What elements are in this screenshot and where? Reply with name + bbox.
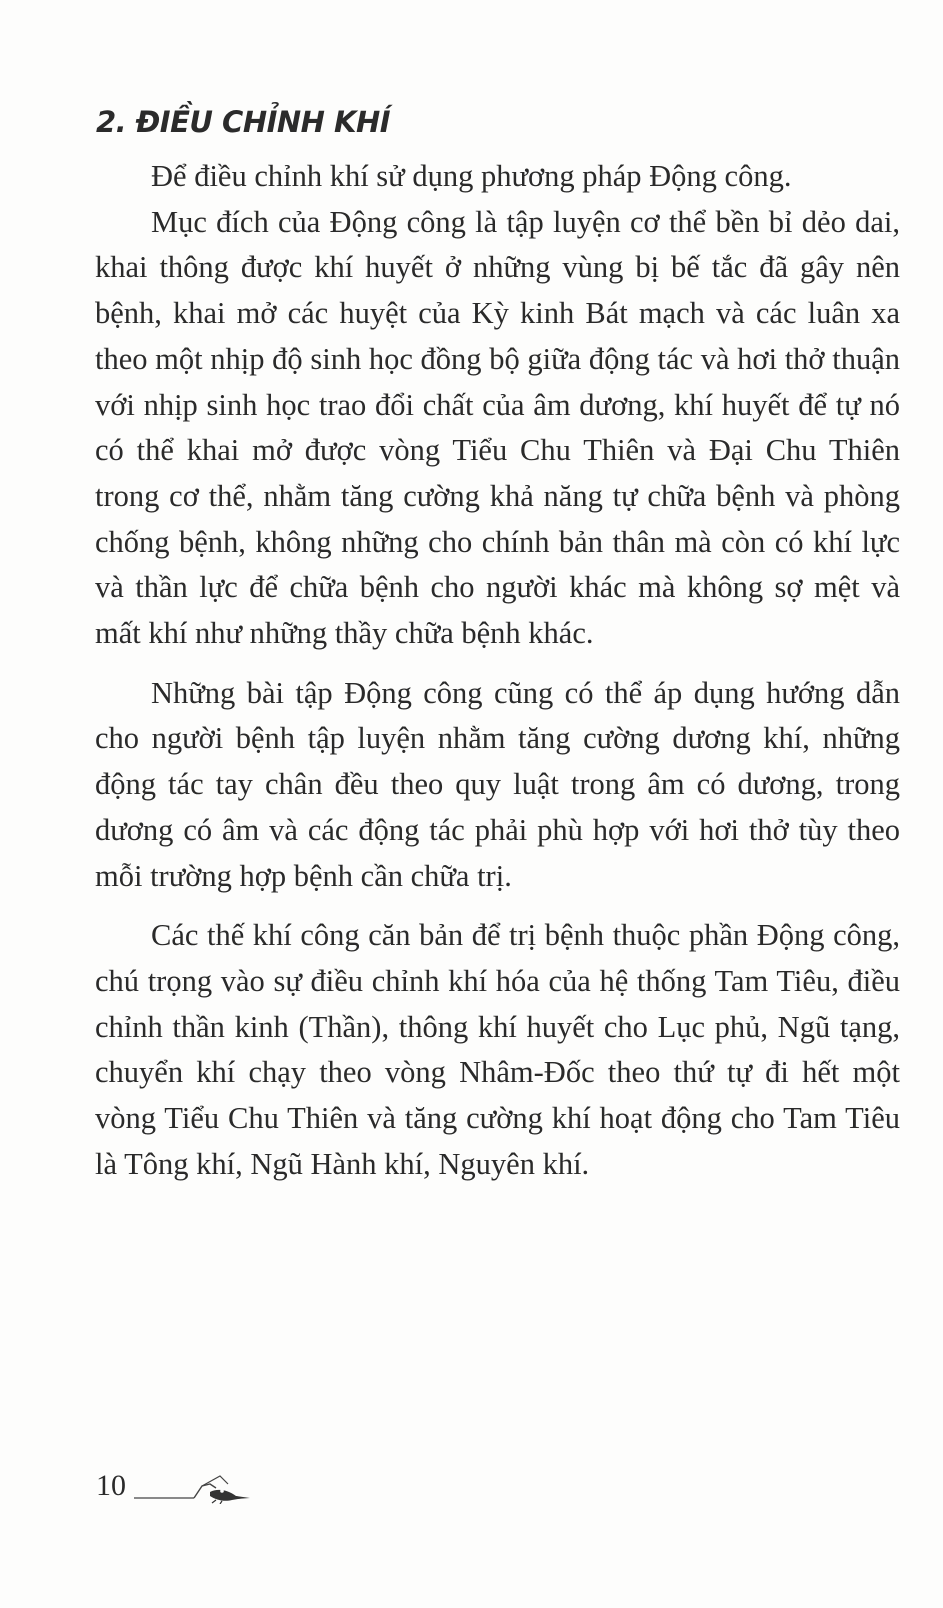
section-heading: 2. ĐIỀU CHỈNH KHÍ bbox=[96, 105, 391, 139]
paragraph-purpose: Mục đích của Động công là tập luyện cơ thể bền bỉ dẻo dai, khai thông được khí huyết ở những vùng bị bế tắc đã gây nên bệnh, khai mở các huyệt của Kỳ kinh Bát mạch và các luân xa theo một nhịp độ sinh học đồng bộ giữa động tác và hơi thở thuận với nhịp sinh học trao đổi chất của âm dương, khí huyết để tự nó có thể khai mở được vòng Tiểu Chu Thiên và Đại Chu Thiên trong cơ thể, nhằm tăng cường khả năng tự chữa bệnh và phòng chống bệnh, không những cho chính bản thân mà còn có khí lực và thần lực để chữa bệnh cho người khác mà không sợ mệt và mất khí như những thầy chữa bệnh khác. bbox=[95, 204, 900, 651]
paragraph-exercises: Những bài tập Động công cũng có thể áp dụng hướng dẫn cho người bệnh tập luyện nhằm tăng cường dương khí, những động tác tay chân đều theo quy luật trong âm có dương, trong dương có âm và các động tác phải phù hợp với hơi thở tùy theo mỗi trường hợp bệnh cần chữa trị. bbox=[95, 675, 900, 893]
paragraph-basic-forms: Các thế khí công căn bản để trị bệnh thuộc phần Động công, chú trọng vào sự điều chỉnh khí hóa của hệ thống Tam Tiêu, điều chỉnh thần kinh (Thần), thông khí huyết cho Lục phủ, Ngũ tạng, chuyển khí chạy theo vòng Nhâm-Đốc theo thứ tự đi hết một vòng Tiểu Chu Thiên và tăng cường khí hoạt động cho Tam Tiêu là Tông khí, Ngũ Hành khí, Nguyên khí. bbox=[95, 918, 900, 1181]
page-footer bbox=[96, 1466, 252, 1506]
paragraph-intro: Để điều chỉnh khí sử dụng phương pháp Động công. bbox=[151, 159, 792, 193]
page-number: 10 bbox=[96, 1469, 126, 1502]
bird-ornament-icon bbox=[132, 1468, 252, 1504]
body-text bbox=[95, 154, 900, 1187]
